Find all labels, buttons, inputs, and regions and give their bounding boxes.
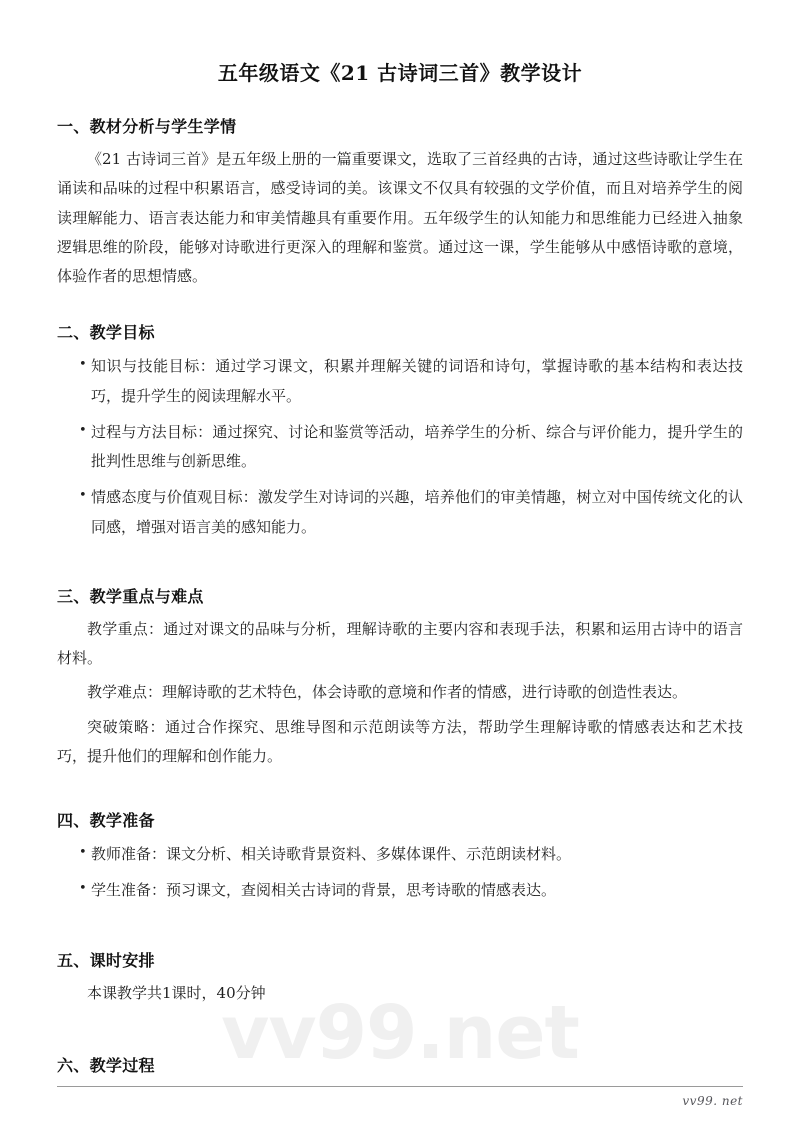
spacer <box>57 914 743 922</box>
page-footer <box>57 1086 743 1108</box>
footer-divider <box>57 1086 743 1087</box>
list-item: • 知识与技能目标：通过学习课文，积累并理解关键的词语和诗句，掌握诗歌的基本结构和表达技巧，提升学生的阅读理解水平。 <box>79 351 743 417</box>
spacer <box>57 774 743 782</box>
spacer <box>57 1011 743 1027</box>
section-3-paragraph-3: 突破策略：通过合作探究、思维导图和示范朗读等方法，帮助学生理解诗歌的情感表达和艺术技巧，提升他们的理解和创作能力。 <box>57 717 743 765</box>
section-5-paragraph-1: 本课教学共1课时，40分钟 <box>87 983 266 1002</box>
section-heading-1: 一、教材分析与学生学情 <box>57 117 237 136</box>
section-heading-2: 二、教学目标 <box>57 323 155 343</box>
section-3-paragraph-2: 教学难点：理解诗歌的艺术特色，体会诗歌的意境和作者的情感，进行诗歌的创造性表达。 <box>87 683 688 702</box>
list-item: • 过程与方法目标：通过探究、讨论和鉴赏等活动，培养学生的分析、综合与评价能力，提升学生的批判性思维与创新思维。 <box>79 417 743 483</box>
list-item: • 学生准备：预习课文，查阅相关古诗词的背景，思考诗歌的情感表达。 <box>79 875 743 911</box>
document-title: 五年级语文《21 古诗词三首》教学设计 <box>217 61 583 85</box>
list-item: • 教师准备：课文分析、相关诗歌背景资料、多媒体课件、示范朗读材料。 <box>79 839 743 875</box>
watermark-text: vv99.net <box>221 990 579 1076</box>
footer-site-label: vv99. net <box>682 1094 743 1108</box>
section-heading-5: 五、课时安排 <box>57 950 155 970</box>
section-heading-6: 六、教学过程 <box>57 1055 155 1075</box>
section-heading-3: 三、教学重点与难点 <box>57 586 204 606</box>
section-heading-4: 四、教学准备 <box>57 811 155 830</box>
section-1-paragraph-1: 《21 古诗词三首》是五年级上册的一篇重要课文，选取了三首经典的古诗，通过这些诗歌让学生在诵读和品味的过程中积累语言，感受诗词的美。该课文不仅具有较强的文学价值，而且对培养学生的阅读理解能力、语言表达能力和审美情趣具有重要作用。五年级学生的认知能力和思维能力已经进入抽象逻辑思维的阶段，能够对诗歌进行更深入的理解和鉴赏。通过这一课，学生能够从中感悟诗歌的意境，体验作者的思想情感。 <box>57 150 743 285</box>
spacer <box>57 550 743 558</box>
section-3-paragraph-1: 教学重点：通过对课文的品味与分析，理解诗歌的主要内容和表现手法，积累和运用古诗中的语言材料。 <box>57 619 743 667</box>
section-2-bullet-list <box>57 351 743 548</box>
section-4-bullet-list <box>57 839 743 912</box>
list-item: • 情感态度与价值观目标：激发学生对诗词的兴趣，培养他们的审美情趣，树立对中国传统文化的认同感，增强对语言美的感知能力。 <box>79 482 743 548</box>
